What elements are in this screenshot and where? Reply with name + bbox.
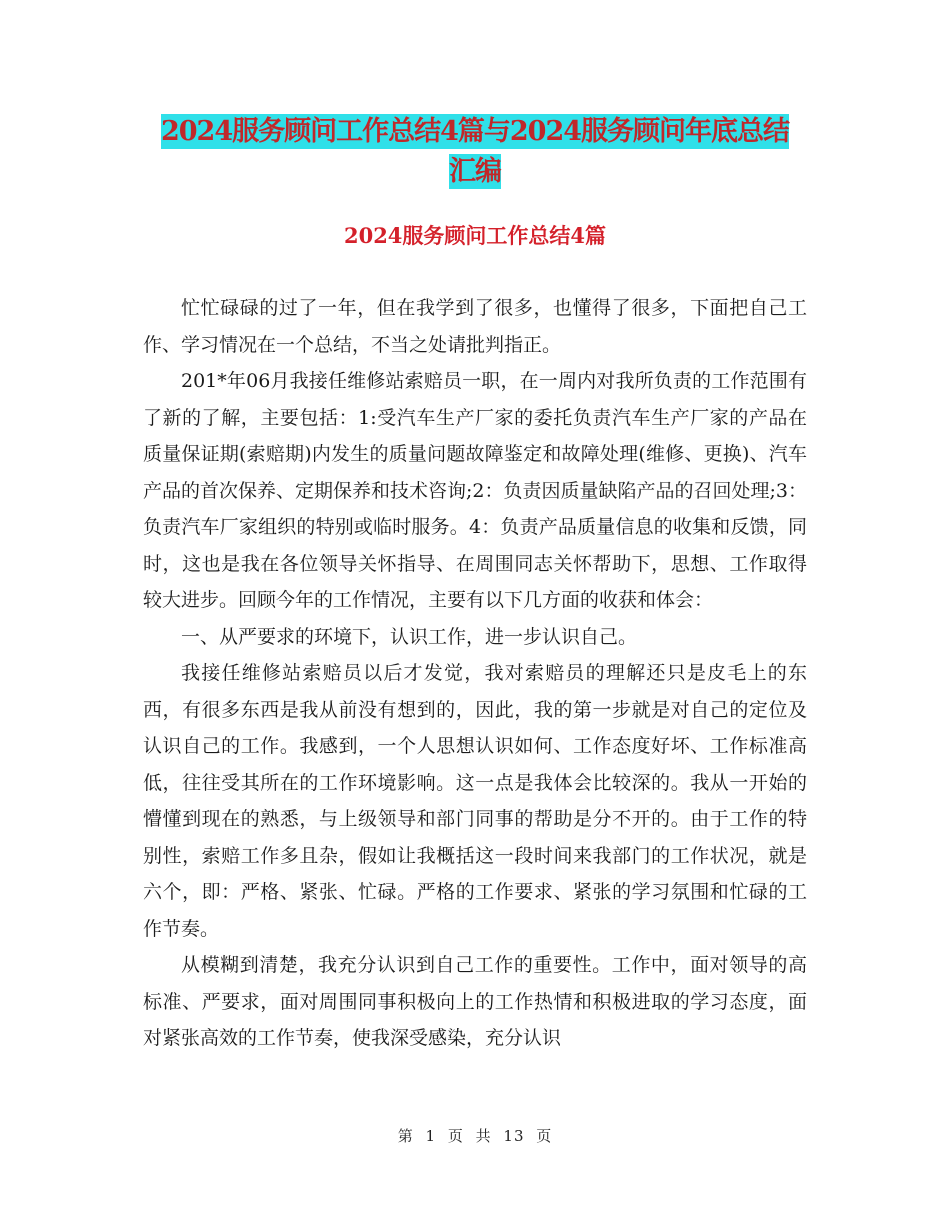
footer-total-label: 共 <box>475 1127 492 1145</box>
paragraph: 忙忙碌碌的过了一年，但在我学到了很多，也懂得了很多，下面把自己工作、学习情况在一个总结，不当之处请批判指正。 <box>143 297 807 356</box>
document-title-line-1: 2024服务顾问工作总结4篇与2024服务顾问年底总结 <box>160 116 790 147</box>
page-footer <box>0 1125 950 1146</box>
document-body <box>143 290 807 1057</box>
paragraph-heading: 一、从严要求的环境下，认识工作，进一步认识自己。 <box>181 625 638 648</box>
document-title-line-2: 汇编 <box>449 156 501 187</box>
document-title <box>140 112 810 192</box>
paragraph: 从模糊到清楚，我充分认识到自己工作的重要性。工作中，面对领导的高标准、严要求，面对周围同事积极向上的工作热情和积极进取的学习态度，面对紧张高效的工作节奏，使我深受感染，充分认识 <box>143 954 807 1049</box>
section-title: 2024服务顾问工作总结4篇 <box>343 223 607 248</box>
paragraph: 201*年06月我接任维修站索赔员一职，在一周内对我所负责的工作范围有了新的了解，主要包括：1:受汽车生产厂家的委托负责汽车生产厂家的产品在质量保证期(索赔期)内发生的质量问题故障鉴定和故障处理(维修、更换)、汽车产品的首次保养、定期保养和技术咨询;2：负责因质量缺陷产品的召回处理;3：负责汽车厂家组织的特别或临时服务。4：负责产品质量信息的收集和反馈，同时，这也是我在各位领导关怀指导、在周围同志关怀帮助下，思想、工作取得较大进步。回顾今年的工作情况，主要有以下几方面的收获和体会： <box>143 370 807 611</box>
footer-total-unit: 页 <box>536 1127 553 1145</box>
footer-total-pages: 13 <box>503 1127 525 1145</box>
footer-page-number: 1 <box>425 1127 437 1145</box>
footer-page-label: 第 <box>397 1127 414 1145</box>
footer-page-unit: 页 <box>447 1127 464 1145</box>
paragraph: 我接任维修站索赔员以后才发觉，我对索赔员的理解还只是皮毛上的东西，有很多东西是我从前没有想到的，因此，我的第一步就是对自己的定位及认识自己的工作。我感到，一个人思想认识如何、工作态度好坏、工作标准高低，往往受其所在的工作环境影响。这一点是我体会比较深的。我从一开始的懵懂到现在的熟悉，与上级领导和部门同事的帮助是分不开的。由于工作的特别性，索赔工作多且杂，假如让我概括这一段时间来我部门的工作状况，就是六个，即：严格、紧张、忙碌。严格的工作要求、紧张的学习氛围和忙碌的工作节奏。 <box>143 662 807 940</box>
